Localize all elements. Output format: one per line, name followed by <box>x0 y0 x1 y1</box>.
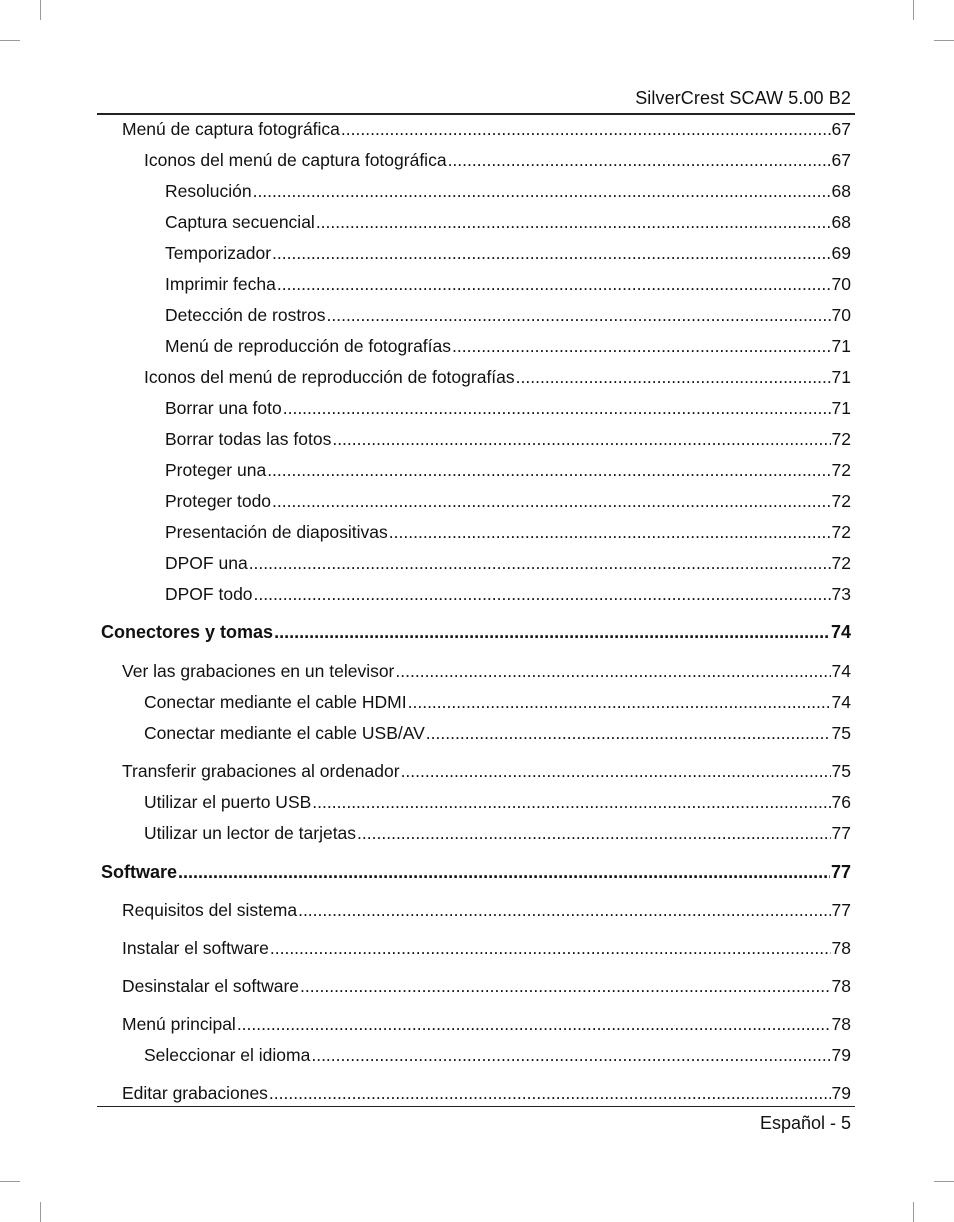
toc-entry-label: Conectar mediante el cable USB/AV <box>144 723 425 743</box>
toc-entry-label: Utilizar el puerto USB <box>144 792 312 812</box>
toc-entry-label: Software <box>101 862 178 882</box>
crop-mark <box>934 40 954 41</box>
toc-entry[interactable] <box>165 209 851 235</box>
toc-leader-dots <box>389 519 831 545</box>
toc-leader-dots <box>300 973 831 999</box>
toc-chapter-entry[interactable] <box>101 619 851 645</box>
toc-entry-label: Conectores y tomas <box>101 622 274 642</box>
toc-leader-dots <box>341 116 831 142</box>
toc-entry-page: 78 <box>831 938 851 958</box>
toc-entry-label: Detección de rostros <box>165 305 326 325</box>
toc-leader-dots <box>401 758 831 784</box>
toc-leader-dots <box>332 426 830 452</box>
toc-entry[interactable] <box>144 689 851 715</box>
toc-leader-dots <box>316 209 831 235</box>
toc-leader-dots <box>283 395 831 421</box>
toc-entry[interactable] <box>165 178 851 204</box>
toc-entry-page: 74 <box>831 692 851 712</box>
toc-leader-dots <box>408 689 831 715</box>
toc-entry-label: Iconos del menú de reproducción de fotografías <box>144 367 515 387</box>
toc-entry-page: 68 <box>831 212 851 232</box>
crop-mark <box>0 40 20 41</box>
toc-entry[interactable] <box>165 457 851 483</box>
toc-entry-label: Borrar una foto <box>165 398 282 418</box>
toc-leader-dots <box>448 147 831 173</box>
header-rule <box>97 113 855 115</box>
toc-entry-page: 74 <box>831 661 851 681</box>
toc-entry[interactable] <box>122 1080 851 1106</box>
toc-entry-page: 72 <box>831 460 851 480</box>
toc-entry-label: DPOF una <box>165 553 248 573</box>
toc-entry[interactable] <box>165 240 851 266</box>
toc-entry-label: Desinstalar el software <box>122 976 300 996</box>
crop-mark <box>934 1181 954 1182</box>
toc-entry-label: Editar grabaciones <box>122 1083 268 1103</box>
toc-entry[interactable] <box>165 302 851 328</box>
toc-entry-label: Utilizar un lector de tarjetas <box>144 823 357 843</box>
toc-entry-label: Conectar mediante el cable HDMI <box>144 692 407 712</box>
toc-entry[interactable] <box>165 581 851 607</box>
toc-entry-label: Captura secuencial <box>165 212 315 232</box>
toc-entry[interactable] <box>122 116 851 142</box>
toc-entry[interactable] <box>122 973 851 999</box>
toc-entry-label: Borrar todas las fotos <box>165 429 332 449</box>
toc-entry-page: 71 <box>831 367 851 387</box>
toc-leader-dots <box>357 820 830 846</box>
toc-entry[interactable] <box>144 789 851 815</box>
toc-entry[interactable] <box>165 550 851 576</box>
toc-leader-dots <box>395 658 830 684</box>
toc-entry-page: 77 <box>830 862 851 882</box>
toc-entry-label: Menú de reproducción de fotografías <box>165 336 452 356</box>
crop-mark <box>40 1202 41 1222</box>
toc-leader-dots <box>272 240 831 266</box>
toc-entry-label: DPOF todo <box>165 584 253 604</box>
toc-entry[interactable] <box>165 271 851 297</box>
toc-entry-label: Requisitos del sistema <box>122 900 298 920</box>
toc-entry-page: 72 <box>831 491 851 511</box>
toc-entry-page: 78 <box>831 1014 851 1034</box>
toc-leader-dots <box>253 178 831 204</box>
toc-entry-page: 71 <box>831 336 851 356</box>
toc-entry-page: 70 <box>831 274 851 294</box>
toc-entry-page: 73 <box>831 584 851 604</box>
toc-entry[interactable] <box>144 364 851 390</box>
toc-entry-page: 71 <box>831 398 851 418</box>
toc-entry[interactable] <box>144 1042 851 1068</box>
toc-leader-dots <box>312 789 830 815</box>
toc-leader-dots <box>269 1080 831 1106</box>
toc-entry[interactable] <box>122 1011 851 1037</box>
crop-mark <box>913 0 914 20</box>
toc-leader-dots <box>270 935 831 961</box>
toc-entry-page: 78 <box>831 976 851 996</box>
toc-entry[interactable] <box>165 488 851 514</box>
toc-entry[interactable] <box>165 426 851 452</box>
toc-entry-label: Menú principal <box>122 1014 236 1034</box>
footer-rule <box>97 1106 855 1107</box>
toc-entry-page: 68 <box>831 181 851 201</box>
toc-entry-page: 72 <box>831 429 851 449</box>
toc-leader-dots <box>178 859 830 885</box>
toc-entry-label: Menú de captura fotográfica <box>122 119 340 139</box>
toc-leader-dots <box>516 364 831 390</box>
page-number: Español - 5 <box>759 1113 851 1133</box>
toc-entry-page: 72 <box>831 553 851 573</box>
toc-entry-page: 77 <box>831 900 851 920</box>
toc-entry-page: 77 <box>831 823 851 843</box>
toc-entry-page: 74 <box>830 622 851 642</box>
toc-entry-label: Proteger todo <box>165 491 272 511</box>
toc-entry-page: 79 <box>831 1083 851 1103</box>
toc-leader-dots <box>277 271 831 297</box>
toc-entry-label: Resolución <box>165 181 252 201</box>
toc-entry-label: Transferir grabaciones al ordenador <box>122 761 400 781</box>
crop-mark <box>40 0 41 20</box>
toc-leader-dots <box>311 1042 830 1068</box>
toc-entry-label: Seleccionar el idioma <box>144 1045 311 1065</box>
toc-entry-label: Proteger una <box>165 460 267 480</box>
toc-entry-page: 75 <box>831 723 851 743</box>
toc-entry[interactable] <box>165 519 851 545</box>
toc-entry[interactable] <box>122 897 851 923</box>
toc-entry-label: Instalar el software <box>122 938 269 958</box>
toc-entry-page: 76 <box>831 792 851 812</box>
toc-entry-label: Iconos del menú de captura fotográfica <box>144 150 447 170</box>
toc-leader-dots <box>254 581 831 607</box>
toc-leader-dots <box>426 720 831 746</box>
toc-entry[interactable] <box>122 758 851 784</box>
toc-entry[interactable] <box>122 935 851 961</box>
toc-leader-dots <box>298 897 830 923</box>
toc-entry-label: Presentación de diapositivas <box>165 522 388 542</box>
toc-entry-page: 72 <box>831 522 851 542</box>
toc-entry-page: 79 <box>831 1045 851 1065</box>
toc-leader-dots <box>274 619 830 645</box>
toc-entry-page: 75 <box>831 761 851 781</box>
toc-entry[interactable] <box>165 395 851 421</box>
toc-leader-dots <box>272 488 830 514</box>
toc-entry[interactable] <box>144 147 851 173</box>
toc-entry-label: Ver las grabaciones en un televisor <box>122 661 395 681</box>
toc-entry[interactable] <box>122 658 851 684</box>
toc-entry-page: 69 <box>831 243 851 263</box>
toc-entry-label: Imprimir fecha <box>165 274 276 294</box>
toc-entry-page: 67 <box>831 119 851 139</box>
toc-leader-dots <box>452 333 831 359</box>
toc-leader-dots <box>237 1011 831 1037</box>
toc-leader-dots <box>267 457 830 483</box>
crop-mark <box>0 1181 20 1182</box>
crop-mark <box>913 1202 914 1222</box>
toc-entry[interactable] <box>144 720 851 746</box>
toc-entry-label: Temporizador <box>165 243 272 263</box>
toc-entry-page: 70 <box>831 305 851 325</box>
page-header-title: SilverCrest SCAW 5.00 B2 <box>635 88 851 108</box>
toc-entry[interactable] <box>144 820 851 846</box>
toc-leader-dots <box>327 302 831 328</box>
toc-leader-dots <box>249 550 831 576</box>
toc-chapter-entry[interactable] <box>101 859 851 885</box>
toc-entry[interactable] <box>165 333 851 359</box>
toc-entry-page: 67 <box>831 150 851 170</box>
